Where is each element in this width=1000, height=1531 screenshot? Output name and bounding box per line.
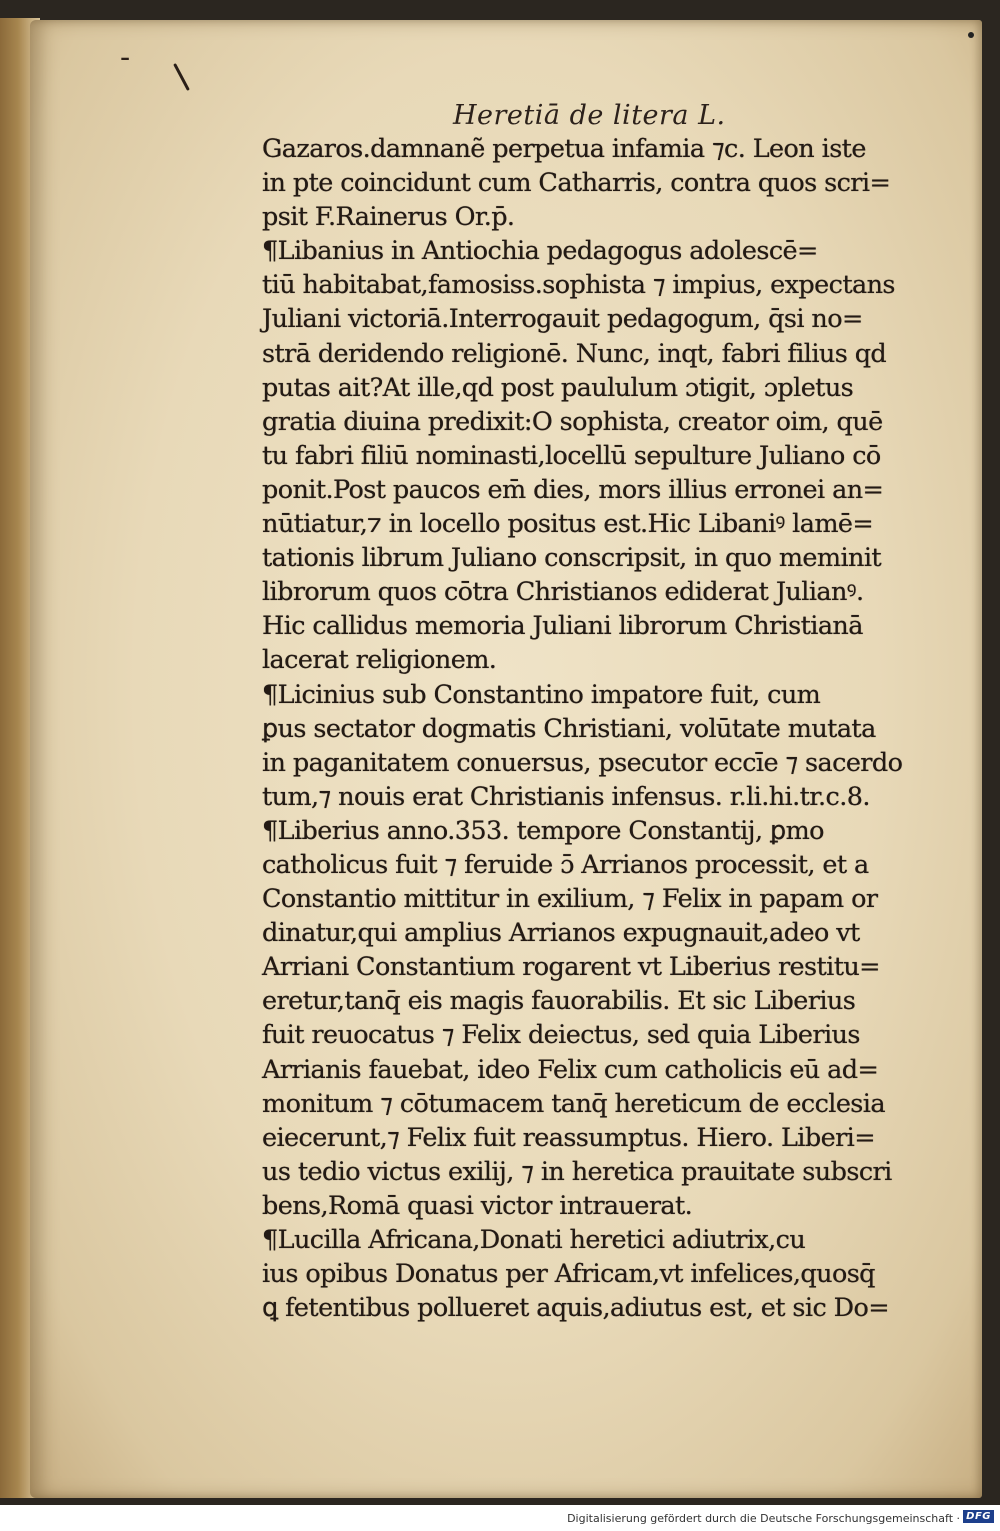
text-line: tu fabri filiū nominasti,locellū sepulture Juliano cō <box>262 440 881 471</box>
text-line: gratia diuina predixit:O sophista, creator oim, quē <box>262 406 883 437</box>
text-line: Arriani Constantium rogarent vt Liberius restitu= <box>262 952 880 983</box>
running-head: Heretiā de litera L. <box>453 100 726 131</box>
text-line: eiecerunt,⁊ Felix fuit reassumptus. Hiero. Liberi= <box>262 1122 875 1153</box>
text-line: monitum ⁊ cōtumacem tanq̄ hereticum de ecclesia <box>262 1088 885 1119</box>
text-line: fuit reuocatus ⁊ Felix deiectus, sed quia Liberius <box>262 1020 860 1051</box>
text-line: tiū habitabat,famosiss.sophista ⁊ impius, expectans <box>262 270 895 301</box>
text-line: in paganitatem conuersus, psecutor eccīe ⁊ sacerdo <box>262 747 903 778</box>
text-line: librorum quos cōtra Christianos ediderat Julianꝰ. <box>262 577 864 608</box>
dfg-logo: DFG <box>963 1510 994 1523</box>
text-line: ponit.Post paucos em̄ dies, mors illius erronei an= <box>262 474 884 505</box>
text-line: ꝗ fetentibus pollueret aquis,adiutus est, et sic Do= <box>262 1293 889 1324</box>
text-line: ꝑus sectator dogmatis Christiani, volūtate mutata <box>262 713 876 744</box>
text-line: Hic callidus memoria Juliani librorum Christianā <box>262 611 863 642</box>
ink-mark-dash: - <box>120 40 131 75</box>
text-line: bens,Romā quasi victor intrauerat. <box>262 1190 693 1221</box>
text-line: psit F.Rainerus Or.p̄. <box>262 202 515 233</box>
text-line: strā deridendo religionē. Nunc, inqt, fabri filius qd <box>262 338 887 369</box>
text-line: ¶Licinius sub Constantino impatore fuit, cum <box>262 679 821 710</box>
text-line: tationis librum Juliano conscripsit, in quo meminit <box>262 543 882 574</box>
text-line: tum,⁊ nouis erat Christianis infensus. r.li.hi.tr.c.8. <box>262 781 870 812</box>
digitization-credit: Digitalisierung gefördert durch die Deutsche Forschungsgemeinschaft · <box>567 1512 960 1525</box>
text-line: Juliani victoriā.Interrogauit pedagogum, q̄si no= <box>262 304 863 335</box>
text-line: nūtiatur,⁊ in locello positus est.Hic Libaniꝰ lamē= <box>262 509 874 540</box>
text-line: us tedio victus exilij, ⁊ in heretica prauitate subscri <box>262 1156 892 1187</box>
text-line: ¶Libanius in Antiochia pedagogus adolescē= <box>262 236 818 267</box>
text-line: Arrianis fauebat, ideo Felix cum catholicis eū ad= <box>262 1054 879 1085</box>
text-line: putas ait?At ille,qd post paululum ɔtigit, ɔpletus <box>262 372 854 403</box>
text-line: ¶Liberius anno.353. tempore Constantij, ꝑmo <box>262 815 824 846</box>
text-line: in pte coincidunt cum Catharris, contra quos scri= <box>262 168 891 199</box>
ink-mark-dot <box>968 32 974 38</box>
text-line: ¶Lucilla Africana,Donati heretici adiutrix,cu <box>262 1225 806 1255</box>
text-block <box>262 132 952 1325</box>
text-line: eretur,tanq̄ eis magis fauorabilis. Et sic Liberius <box>262 986 856 1017</box>
text-line: lacerat religionem. <box>262 645 497 676</box>
text-line: ius opibus Donatus per Africam,vt infelices,quosq̄ <box>262 1259 875 1290</box>
text-line: Gazaros.damnanẽ perpetua infamia ⁊c. Leon iste <box>262 134 866 164</box>
text-line: catholicus fuit ⁊ feruide ɔ̄ Arrianos processit, et a <box>262 849 869 880</box>
text-line: Constantio mittitur in exilium, ⁊ Felix in papam or <box>262 884 878 915</box>
text-line: dinatur,qui amplius Arrianos expugnauit,adeo vt <box>262 918 860 949</box>
